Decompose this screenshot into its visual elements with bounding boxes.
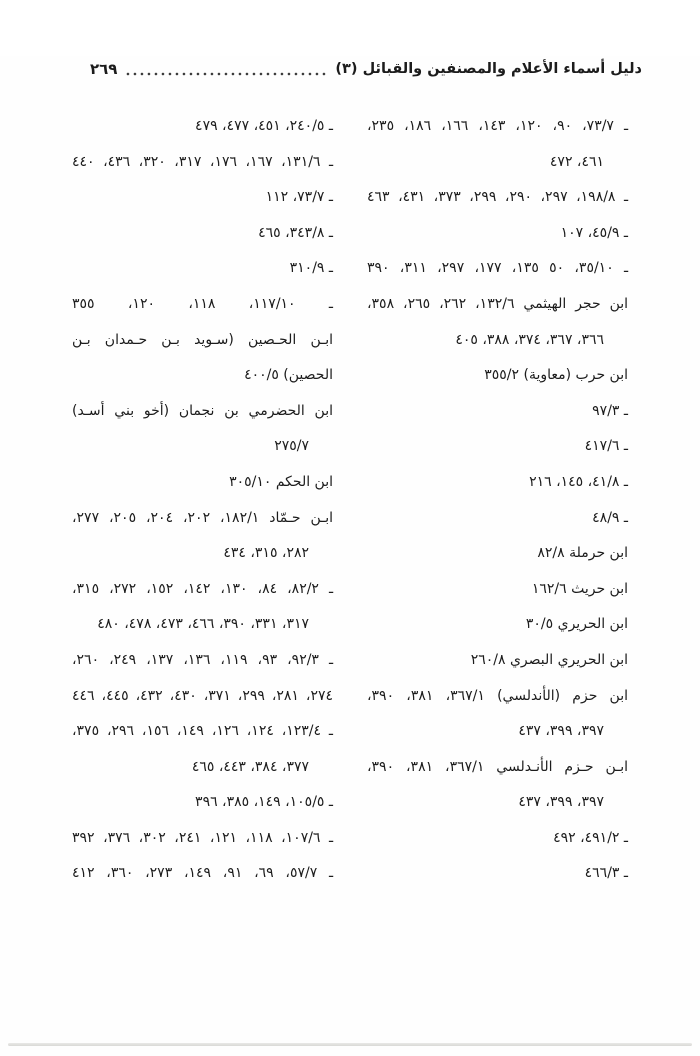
index-line: ـ ٣١٠/٩ xyxy=(289,260,333,277)
index-line: ـ ٥٧/٧، ٦٩، ٩١، ١٤٩، ٢٧٣، ٣٦٠، ٤١٢ xyxy=(72,865,334,882)
index-line: ابن الحريري ٣٠/٥ xyxy=(525,616,628,633)
index-line: ـ ٧٣/٧، ١١٢ xyxy=(265,189,333,206)
index-line: ابن حريث ١٦٢/٦ xyxy=(531,580,628,597)
index-line: ابـن حـمّاد ١٨٢/١، ٢٠٢، ٢٠٤، ٢٠٥، ٢٧٧، xyxy=(72,509,334,526)
book-index-page xyxy=(0,56,700,1056)
index-line: ٣٩٧، ٣٩٩، ٤٣٧ xyxy=(518,794,604,811)
index-line: الحصين) ٤٠٠/٥ xyxy=(244,367,333,384)
index-line: ابن الحريري البصري ٢٦٠/٨ xyxy=(470,651,628,668)
index-line: ـ ٩٢/٣، ٩٣، ١١٩، ١٣٦، ١٣٧، ٢٤٩، ٢٦٠، xyxy=(72,651,334,668)
page-bottom-scan-shadow xyxy=(8,1043,692,1046)
index-line: ٣٩٧، ٣٩٩، ٤٣٧ xyxy=(518,723,604,740)
index-line: ٣١٧، ٣٣١، ٣٩٠، ٤٦٦، ٤٧٣، ٤٧٨، ٤٨٠ xyxy=(97,616,309,633)
index-line: ابـن الحـصين (سـويد بـن حـمدان بـن xyxy=(72,331,333,348)
index-line: ـ ٤٩١/٢، ٤٩٢ xyxy=(553,829,628,846)
index-line: ابن الحكم ٣٠٥/١٠ xyxy=(229,473,333,490)
index-line: ـ ٣٤٣/٨، ٤٦٥ xyxy=(258,224,333,241)
right-column xyxy=(367,109,628,892)
index-line: ـ ٤٨/٩ xyxy=(592,509,628,526)
index-line: ـ ٣٥/١٠، ٥٠ ١٣٥، ١٧٧، ٢٩٧، ٣١١، ٣٩٠ xyxy=(367,260,629,277)
index-line: ابن حرب (معاوية) ٣٥٥/٢ xyxy=(484,367,628,384)
index-line: ٢٧٤، ٢٨١، ٢٩٩، ٣٧١، ٤٣٠، ٤٣٢، ٤٤٥، ٤٤٦ xyxy=(72,687,333,704)
left-column xyxy=(72,109,333,892)
index-line: ـ ١٣١/٦، ١٦٧، ١٧٦، ٣١٧، ٣٢٠، ٤٣٦، ٤٤٠ xyxy=(72,153,334,170)
index-line: ٣٧٧، ٣٨٤، ٤٤٣، ٤٦٥ xyxy=(191,758,309,775)
index-line: ـ ١٩٨/٨، ٢٩٧، ٢٩٠، ٢٩٩، ٣٧٣، ٤٣١، ٤٦٣ xyxy=(367,189,629,206)
index-line: ابن حزم (الأندلسي) ٣٦٧/١، ٣٨١، ٣٩٠، xyxy=(367,687,628,704)
index-line: ـ ١٠٥/٥، ١٤٩، ٣٨٥، ٣٩٦ xyxy=(195,794,333,811)
index-line: ٣٦٦، ٣٦٧، ٣٧٤، ٣٨٨، ٤٠٥ xyxy=(455,331,604,348)
index-line: ـ ٤١٧/٦ xyxy=(584,438,628,455)
index-line: ـ ١١٧/١٠، ١١٨، ١٢٠، ٣٥٥ xyxy=(72,295,334,312)
page-header xyxy=(90,56,642,82)
index-line: ـ ١٢٣/٤، ١٢٤، ١٢٦، ١٤٩، ١٥٦، ٢٩٦، ٣٧٥، xyxy=(72,723,334,740)
index-columns xyxy=(72,109,628,892)
index-line: ـ ١٠٧/٦، ١١٨، ١٢١، ٢٤١، ٣٠٢، ٣٧٦، ٣٩٢ xyxy=(72,829,334,846)
index-line: ابن حجر الهيثمي ١٣٢/٦، ٢٦٢، ٢٦٥، ٣٥٨، xyxy=(367,295,629,312)
index-line: ـ ٩٧/٣ xyxy=(592,402,628,419)
index-line: ٢٨٢، ٣١٥، ٤٣٤ xyxy=(223,545,309,562)
index-line: ـ ٤١/٨، ١٤٥، ٢١٦ xyxy=(529,473,628,490)
page-title: دليل أسماء الأعلام والمصنفين والقبائل (٣) xyxy=(335,61,642,77)
index-line: ـ ٢٤٠/٥، ٤٥١، ٤٧٧، ٤٧٩ xyxy=(195,118,333,134)
index-line: ابن الحضرمي بن نجمان (أخو بني أسـد) xyxy=(72,402,333,419)
dotted-leader xyxy=(124,71,328,77)
index-line: ـ ٤٥/٩، ١٠٧ xyxy=(560,224,628,241)
index-line: ابـن حـزم الأنـدلسي ٣٦٧/١، ٣٨١، ٣٩٠، xyxy=(367,758,629,775)
index-line: ابن حرملة ٨٢/٨ xyxy=(537,545,628,562)
index-line: ـ ٧٣/٧، ٩٠، ١٢٠، ١٤٣، ١٦٦، ١٨٦، ٢٣٥، xyxy=(367,118,629,134)
index-line: ٤٦١، ٤٧٢ xyxy=(549,153,604,170)
index-line: ـ ٤٦٦/٣ xyxy=(584,865,628,882)
index-line: ـ ٨٢/٢، ٨٤، ١٣٠، ١٤٢، ١٥٢، ٢٧٢، ٣١٥، xyxy=(72,580,334,597)
page-number: ٢٦٩ xyxy=(90,60,118,78)
index-line: ٢٧٥/٧ xyxy=(274,438,309,455)
